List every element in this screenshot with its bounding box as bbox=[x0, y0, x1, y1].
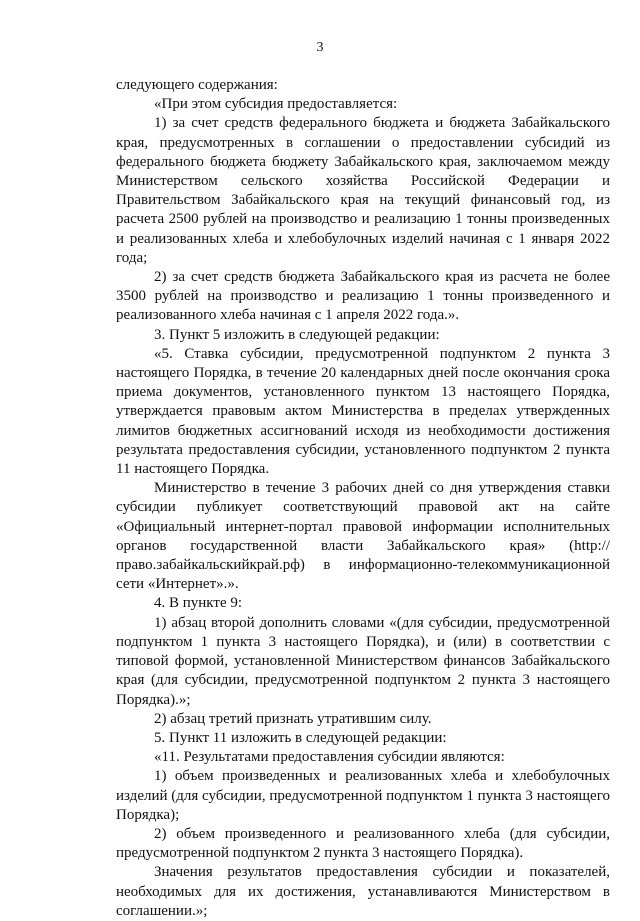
paragraph: 2) объем произведенного и реализованного хлеба (для субсидии, предусмотренной подпунктом 2 пункта 3 настоящего Порядка). bbox=[116, 825, 610, 862]
paragraph: Министерство в течение 3 рабочих дней со дня утверждения ставки субсидии публикует соответствующий правовой акт на сайте «Официальный интернет-портал правовой информации исполнительных органов государственной власти Забайкальского края» (http://право.забайкальскийкрай.рф) в информационно-телекоммуникационной сети «Интернет».». bbox=[116, 480, 610, 593]
paragraph: 2) за счет средств бюджета Забайкальского края из расчета не более 3500 рублей на производство и реализацию 1 тонны произведенного и реализованного хлеба начиная с 1 апреля 2022 года.». bbox=[116, 269, 610, 324]
paragraph: следующего содержания: bbox=[116, 77, 278, 93]
paragraph: 1) абзац второй дополнить словами «(для субсидии, предусмотренной подпунктом 1 пункта 3 настоящего Порядка), и (или) в соответствии с типовой формой, установленной Министерством финансов Забайкальского края (для субсидии, предусмотренной подпунктом 2 пункта 3 настоящего Порядка).»; bbox=[116, 614, 610, 708]
paragraph: Значения результатов предоставления субсидии и показателей, необходимых для их достижения, устанавливаются Министерством в соглашении.»; bbox=[116, 864, 610, 919]
paragraph: 3. Пункт 5 изложить в следующей редакции: bbox=[154, 326, 440, 343]
paragraph: 4. В пункте 9: bbox=[154, 595, 243, 612]
paragraph: 5. Пункт 11 изложить в следующей редакции: bbox=[154, 729, 447, 746]
paragraph: 1) за счет средств федерального бюджета и бюджета Забайкальского края, предусмотренных в соглашении о предоставлении субсидий из федерального бюджета бюджету Забайкальского края, заключаемом между Министерством сельского хозяйства Российской Федерации и Правительством Забайкальского края на текущий финансовый год, из расчета 2500 рублей на производство и реализацию 1 тонны произведенных и реализованных хлеба и хлебобулочных изделий начиная с 1 января 2022 года; bbox=[116, 115, 610, 266]
paragraph: «5. Ставка субсидии, предусмотренной подпунктом 2 пункта 3 настоящего Порядка, в течение 20 календарных дней после окончания срока приема документов, установленного пунктом 13 настоящего Порядка, утверждается правовым актом Министерства в пределах утвержденных лимитов бюджетных ассигнований исходя из необходимости достижения результата предоставления субсидии, установленного подпунктом 2 пункта 11 настоящего Порядка. bbox=[116, 345, 610, 478]
document-body bbox=[116, 76, 610, 921]
page-number: 3 bbox=[316, 40, 324, 55]
paragraph: «При этом субсидия предоставляется: bbox=[154, 96, 398, 113]
paragraph: 2) абзац третий признать утратившим силу. bbox=[154, 710, 432, 727]
paragraph: «11. Результатами предоставления субсидии являются: bbox=[154, 749, 505, 766]
paragraph: 1) объем произведенных и реализованных хлеба и хлебобулочных изделий (для субсидии, предусмотренной подпунктом 1 пункта 3 настоящего Порядка); bbox=[116, 768, 610, 823]
